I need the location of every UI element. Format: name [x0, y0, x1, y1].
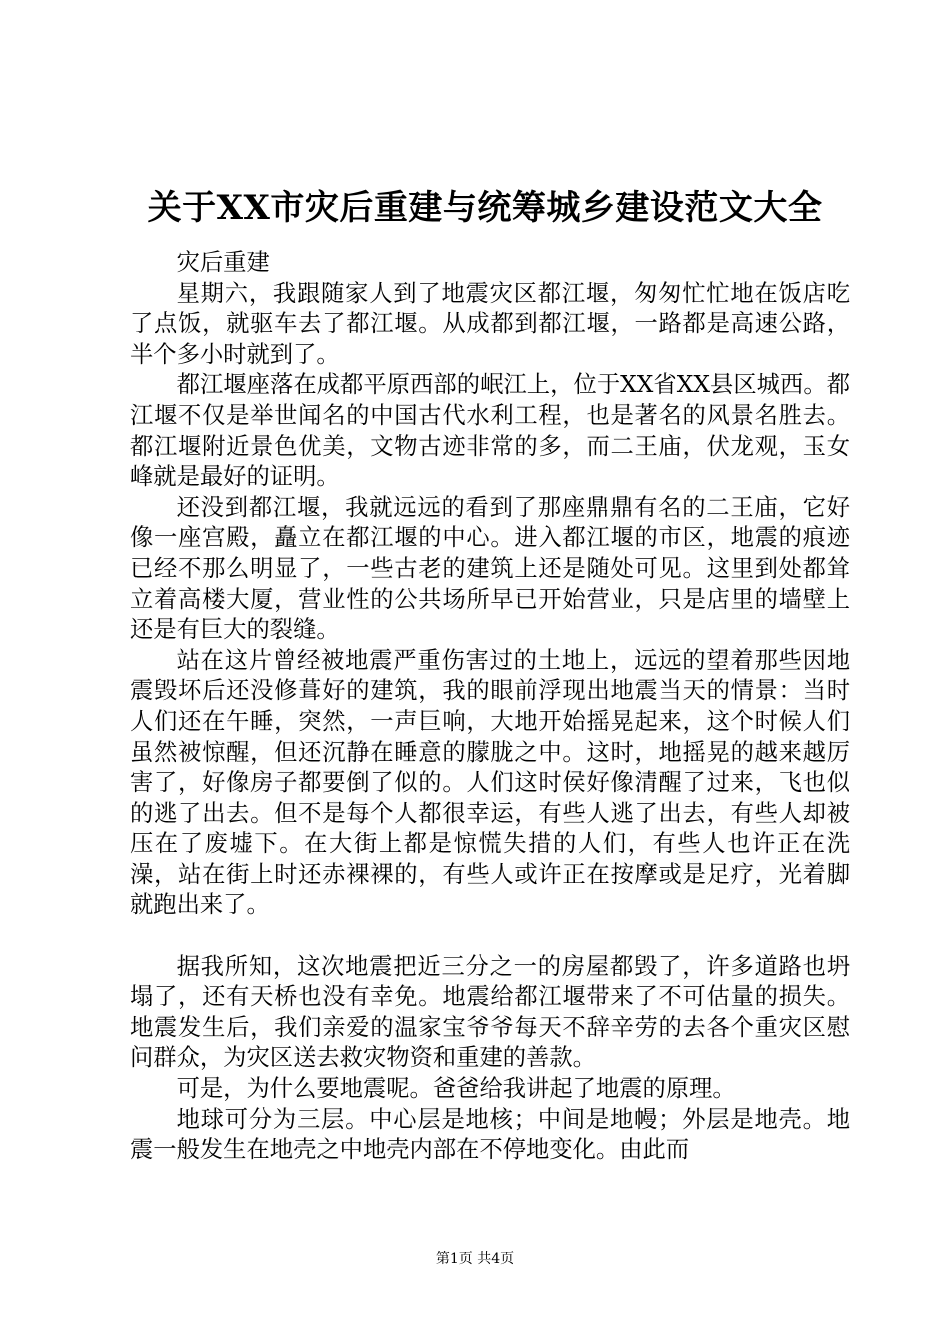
- document-page: [130, 178, 850, 1166]
- paragraph: 还没到都江堰，我就远远的看到了那座鼎鼎有名的二王庙，它好像一座宫殿，矗立在都江堰的中心。进入都江堰的市区，地震的痕迹已经不那么明显了，一些古老的建筑上还是随处可见。这里到处都耸立着高楼大厦，营业性的公共场所早已开始营业，只是店里的墙壁上还是有巨大的裂缝。: [130, 493, 850, 644]
- section-heading: 灾后重建: [176, 249, 270, 276]
- paragraph: 站在这片曾经被地震严重伤害过的土地上，远远的望着那些因地震毁坏后还没修葺好的建筑，我的眼前浮现出地震当天的情景：当时人们还在午睡，突然，一声巨响，大地开始摇晃起来，这个时候人们虽然被惊醒，但还沉静在睡意的朦胧之中。这时，地摇晃的越来越厉害了，好像房子都要倒了似的。人们这时侯好像清醒了过来，飞也似的逃了出去。但不是每个人都很幸运，有些人逃了出去，有些人却被压在了废墟下。在大街上都是惊慌失措的人们，有些人也许正在洗澡，站在街上时还赤裸裸的，有些人或许正在按摩或是足疗，光着脚就跑出来了。: [130, 646, 850, 919]
- paragraph: 都江堰座落在成都平原西部的岷江上，位于XX省XX县区城西。都江堰不仅是举世闻名的中国古代水利工程，也是著名的风景名胜去。都江堰附近景色优美，文物古迹非常的多，而二王庙，伏龙观，玉女峰就是最好的证明。: [130, 371, 850, 491]
- paragraph: 地球可分为三层。中心层是地核；中间是地幔；外层是地壳。地震一般发生在地壳之中地壳内部在不停地变化。由此而: [130, 1105, 850, 1164]
- document-title: 关于XX市灾后重建与统筹城乡建设范文大全: [147, 188, 823, 228]
- paragraph: 可是，为什么要地震呢。爸爸给我讲起了地震的原理。: [176, 1075, 736, 1103]
- page-number-footer: 第1页 共4页: [435, 1251, 515, 1267]
- paragraph: 星期六，我跟随家人到了地震灾区都江堰，匆匆忙忙地在饭店吃了点饭，就驱车去了都江堰。从成都到都江堰，一路都是高速公路，半个多小时就到了。: [130, 279, 850, 368]
- blank-line: [130, 921, 850, 952]
- paragraph: 据我所知，这次地震把近三分之一的房屋都毁了，许多道路也坍塌了，还有天桥也没有幸免。地震给都江堰带来了不可估量的损失。地震发生后，我们亲爱的温家宝爷爷每天不辞辛劳的去各个重灾区慰问群众，为灾区送去救灾物资和重建的善款。: [130, 952, 850, 1072]
